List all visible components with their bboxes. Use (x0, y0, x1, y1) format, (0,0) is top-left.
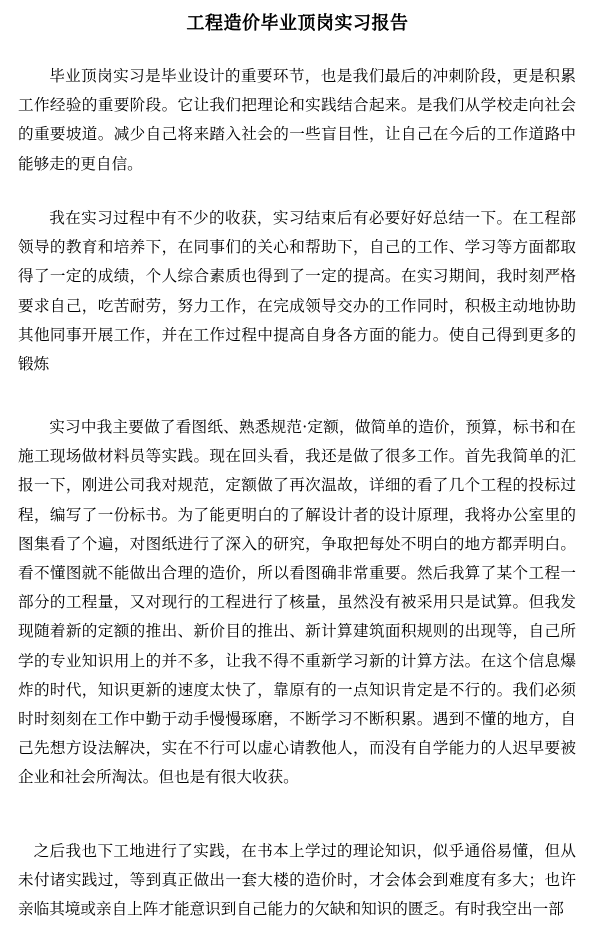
paragraph-1: 毕业顶岗实习是毕业设计的重要环节，也是我们最后的冲刺阶段，更是积累工作经验的重要阶段。它让我们把理论和实践结合起来。是我们从学校走向社会的重要坡道。减少自己将来踏入社会的一些盲目性，让自己在今后的工作道路中能够走的更自信。 (18, 67, 576, 173)
paragraph-3: 实习中我主要做了看图纸、熟悉规范·定额，做简单的造价，预算，标书和在施工现场做材料员等实践。现在回头看，我还是做了很多工作。首先我简单的汇报一下，刚进公司我对规范，定额做了再次温故，详细的看了几个工程的投标过程，编写了一份标书。为了能更明白的了解设计者的设计原理，我将办公室里的图集看了个遍，对图纸进行了深入的研究，争取把每处不明白的地方都弄明白。看不懂图就不能做出合理的造价，所以看图确非常重要。然后我算了某个工程一部分的工程量，又对现行的工程进行了核量，虽然没有被采用只是试算。但我发现随着新的定额的推出、新价目的推出、新计算建筑面积规则的出现等，自己所学的专业知识用上的并不多，让我不得不重新学习新的计算方法。在这个信息爆炸的时代，知识更新的速度太快了，靠原有的一点知识肯定是不行的。我们必须时时刻刻在工作中勤于动手慢慢琢磨，不断学习不断积累。遇到不懂的地方，自己先想方设法解决，实在不行可以虚心请教他人，而没有自学能力的人迟早要被企业和社会所淘汰。但也是有很大收获。 (18, 418, 576, 787)
document-title: 工程造价毕业顶岗实习报告 (186, 13, 409, 34)
paragraph-2: 我在实习过程中有不少的收获，实习结束后有必要好好总结一下。在工程部领导的教育和培养下，在同事们的关心和帮助下，自己的工作、学习等方面都取得了一定的成绩，个人综合素质也得到了一定的提高。在实习期间，我时刻严格要求自己，吃苦耐劳，努力工作，在完成领导交办的工作同时，积极主动地协助其他同事开展工作，并在工作过程中提高自身各方面的能力。使自己得到更多的锻炼 (18, 209, 576, 374)
paragraph-4: 之后我也下工地进行了实践，在书本上学过的理论知识，似乎通俗易懂，但从未付诸实践过，等到真正做出一套大楼的造价时，才会体会到难度有多大；也许亲临其境或亲自上阵才能意识到自己能力的欠缺和知识的匮乏。有时我空出一部 (18, 842, 576, 919)
